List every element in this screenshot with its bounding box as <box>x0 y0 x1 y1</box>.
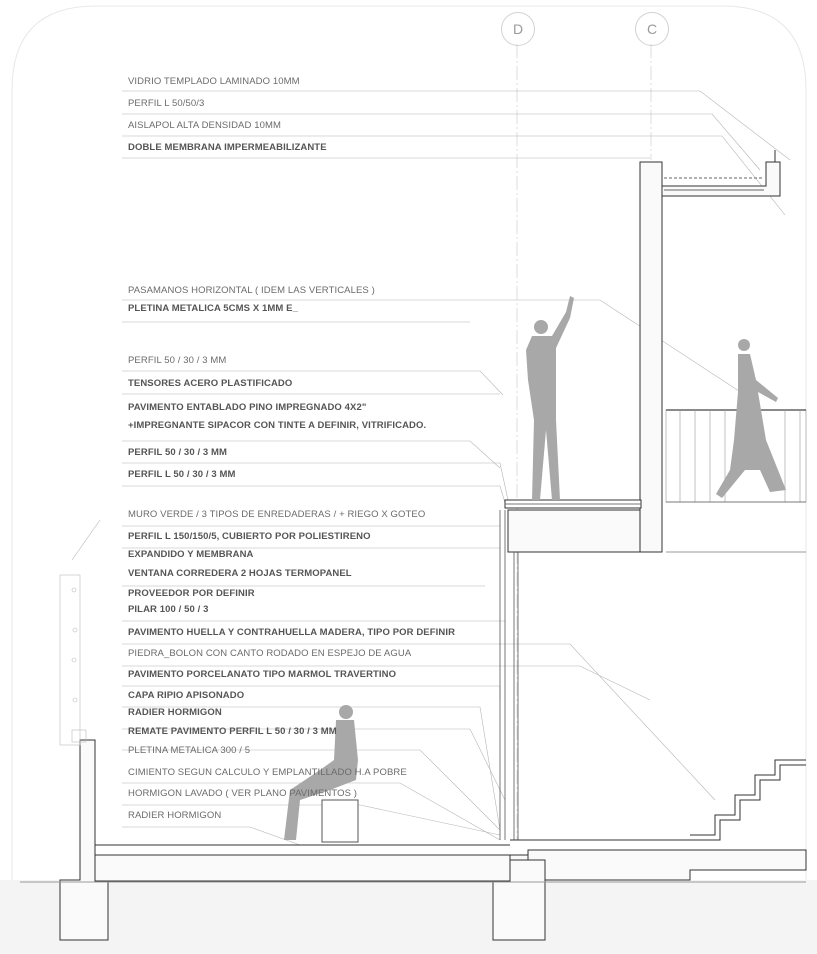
ground-fill <box>0 880 817 954</box>
walking-person <box>716 339 786 498</box>
note-label: PERFIL L 150/150/5, CUBIERTO POR POLIESTIRENO <box>128 531 371 542</box>
note-label: PAVIMENTO HUELLA Y CONTRAHUELLA MADERA, TIPO POR DEFINIR <box>128 627 456 638</box>
note-label: RADIER HORMIGON <box>128 810 222 821</box>
note-label: CAPA RIPIO APISONADO <box>128 690 245 701</box>
note-label: +IMPREGNANTE SIPACOR CON TINTE A DEFINIR, VITRIFICADO. <box>128 420 427 431</box>
note-label: AISLAPOL ALTA DENSIDAD 10MM <box>128 120 281 131</box>
axis-c-letter: C <box>646 21 658 37</box>
note-label: PLETINA METALICA 5CMS X 1MM E_ <box>128 303 298 314</box>
window-frame <box>500 510 518 840</box>
note-label: PILAR 100 / 50 / 3 <box>128 604 209 615</box>
note-label: PROVEEDOR POR DEFINIR <box>128 588 255 599</box>
standing-person <box>526 296 574 500</box>
note-label: VIDRIO TEMPLADO LAMINADO 10MM <box>128 76 300 87</box>
note-label: CIMIENTO SEGUN CALCULO Y EMPLANTILLADO H.A POBRE <box>128 767 407 778</box>
note-label: VENTANA CORREDERA 2 HOJAS TERMOPANEL <box>128 568 352 579</box>
note-label: RADIER HORMIGON <box>128 707 222 718</box>
note-label: PAVIMENTO ENTABLADO PINO IMPREGNADO 4X2" <box>128 402 367 413</box>
axis-d-marker <box>501 12 535 46</box>
note-label: PERFIL L 50/50/3 <box>128 98 205 109</box>
axis-c-marker <box>635 12 669 46</box>
note-label: PERFIL L 50 / 30 / 3 MM <box>128 469 236 480</box>
note-label: PERFIL 50 / 30 / 3 MM <box>128 355 227 366</box>
note-label: PASAMANOS HORIZONTAL ( IDEM LAS VERTICALES ) <box>128 285 375 296</box>
note-label: PAVIMENTO PORCELANATO TIPO MARMOL TRAVERTINO <box>128 669 397 680</box>
note-label: PIEDRA_BOLON CON CANTO RODADO EN ESPEJO DE AGUA <box>128 648 412 659</box>
note-label: DOBLE MEMBRANA IMPERMEABILIZANTE <box>128 142 327 153</box>
axis-d-letter: D <box>512 21 524 37</box>
note-label: PERFIL 50 / 30 / 3 MM <box>128 447 228 458</box>
note-label: TENSORES ACERO PLASTIFICADO <box>128 378 293 389</box>
note-label: EXPANDIDO Y MEMBRANA <box>128 549 254 560</box>
stairs <box>690 760 806 840</box>
note-label: MURO VERDE / 3 TIPOS DE ENREDADERAS / + RIEGO X GOTEO <box>128 509 426 520</box>
note-label: REMATE PAVIMENTO PERFIL L 50 / 30 / 3 MM <box>128 726 337 737</box>
note-label: HORMIGON LAVADO ( VER PLANO PAVIMENTOS ) <box>128 788 358 799</box>
terrace-slab <box>505 500 641 552</box>
green-wall <box>60 575 86 745</box>
note-label: PLETINA METALICA 300 / 5 <box>128 745 251 756</box>
